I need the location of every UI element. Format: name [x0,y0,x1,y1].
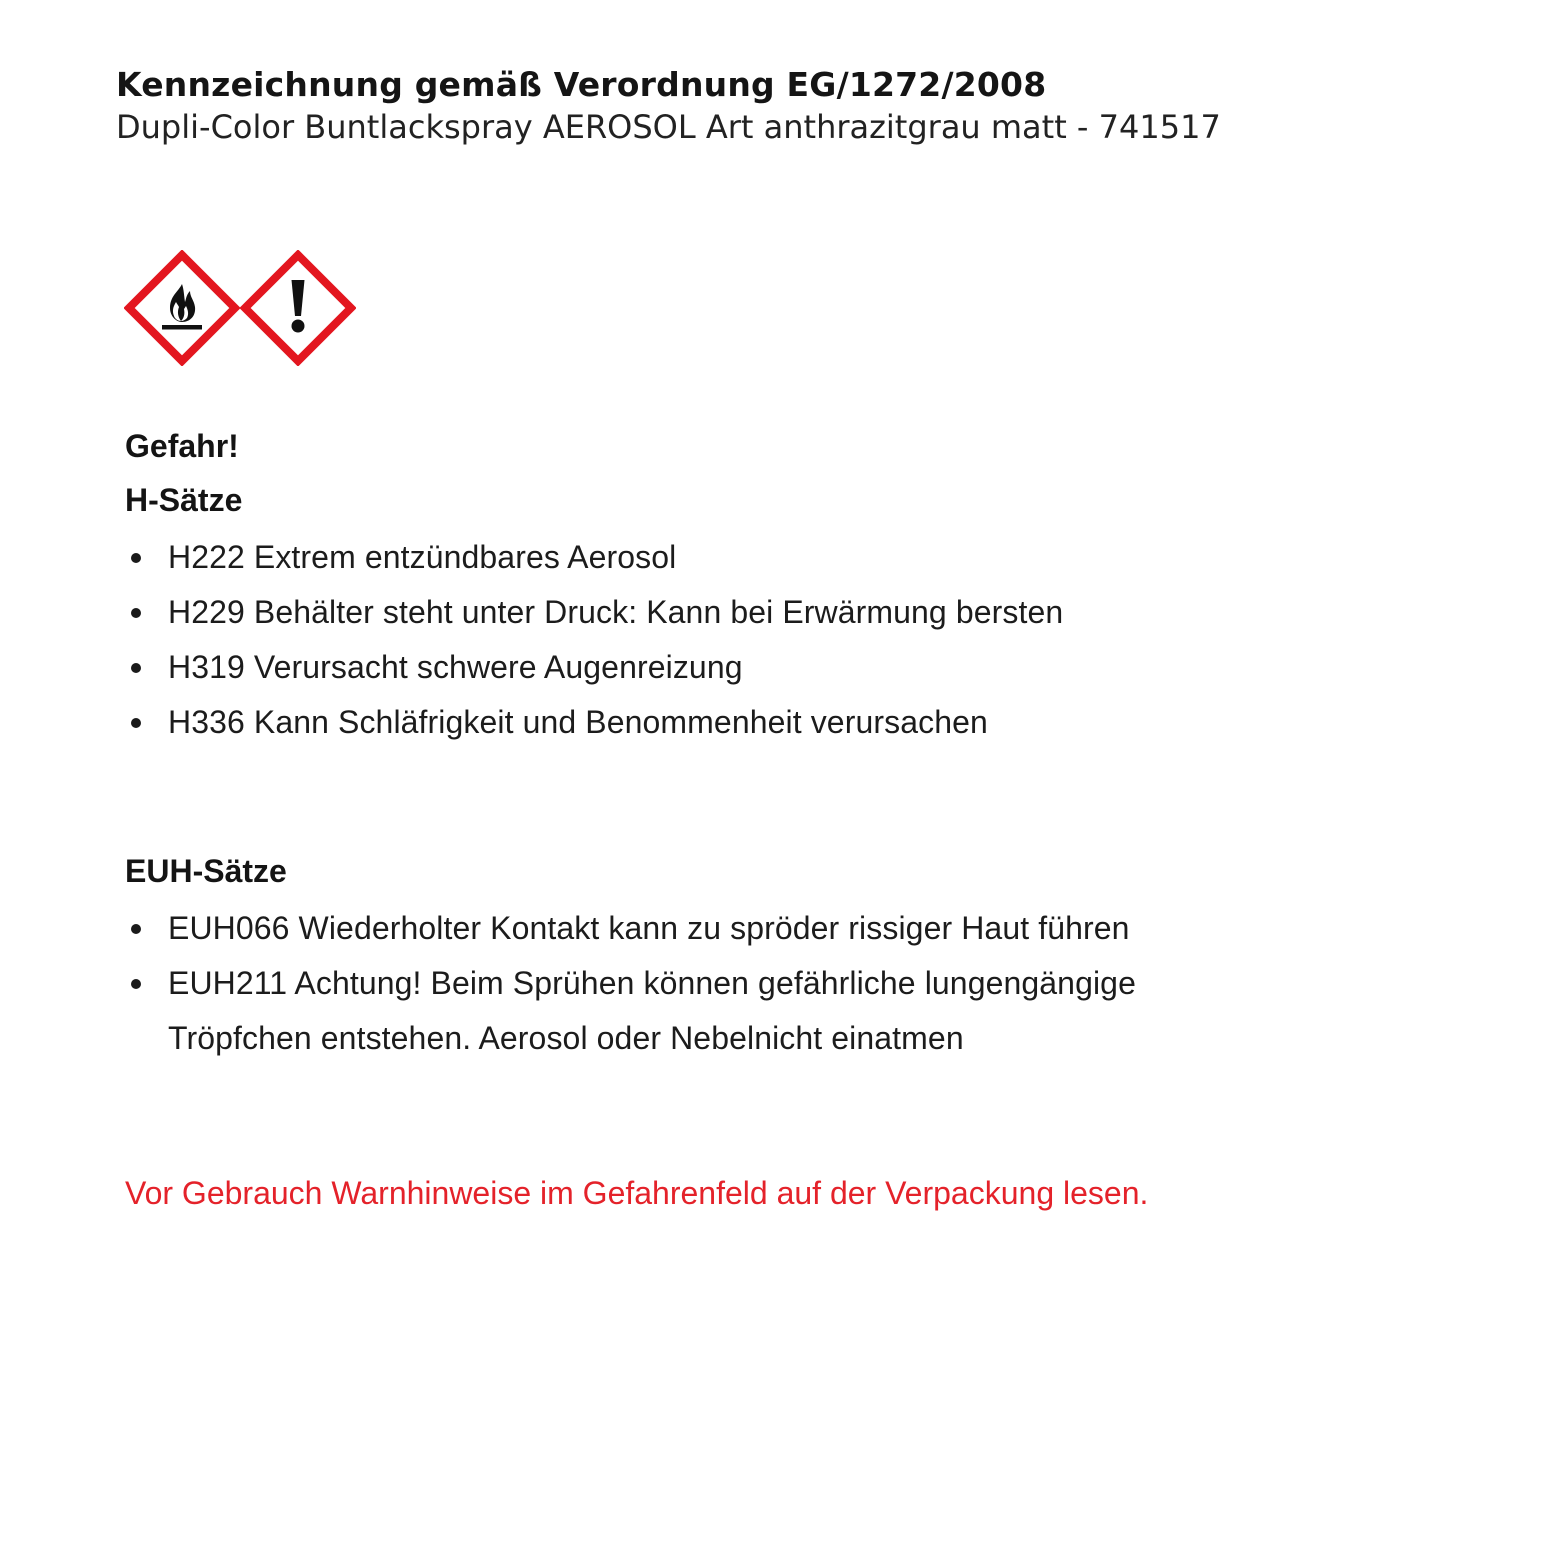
page-title: Kennzeichnung gemäß Verordnung EG/1272/2008 [116,65,1047,104]
signal-word: Gefahr! [125,428,239,464]
list-item [125,530,1165,585]
bullet-icon [131,663,141,673]
h-statements-section [125,478,1165,750]
ghs-pictograms [124,250,356,366]
h-statements-list [125,530,1165,750]
page-header [116,64,1221,148]
h-statements-heading: H-Sätze [125,482,243,518]
statement-text: H222 Extrem entzündbares Aerosol [168,539,677,575]
bullet-icon [131,924,141,934]
statement-text: H336 Kann Schläfrigkeit und Benommenheit verursachen [168,704,988,740]
hazard-content [125,424,1165,1222]
product-subtitle: Dupli-Color Buntlackspray AEROSOL Art anthrazitgrau matt - 741517 [116,108,1221,146]
list-item [125,956,1165,1066]
bullet-icon [131,979,141,989]
list-item [125,695,1165,750]
statement-text: EUH211 Achtung! Beim Sprühen können gefährliche lungengängige Tröpfchen entstehen. Aerosol oder Nebelnicht einatmen [168,965,1136,1056]
list-item [125,640,1165,695]
bullet-icon [131,553,141,563]
list-item [125,901,1165,956]
statement-text: H319 Verursacht schwere Augenreizung [168,649,743,685]
exclamation-pictogram-icon [240,250,356,366]
list-item [125,585,1165,640]
bullet-icon [131,718,141,728]
statement-text: H229 Behälter steht unter Druck: Kann bei Erwärmung bersten [168,594,1064,630]
euh-statements-list [125,901,1165,1066]
warning-note: Vor Gebrauch Warnhinweise im Gefahrenfeld auf der Verpackung lesen. [125,1175,1149,1211]
flame-pictogram-icon [124,250,240,366]
euh-statements-section [125,849,1165,1066]
statement-text: EUH066 Wiederholter Kontakt kann zu spröder rissiger Haut führen [168,910,1130,946]
bullet-icon [131,608,141,618]
euh-statements-heading: EUH-Sätze [125,853,287,889]
